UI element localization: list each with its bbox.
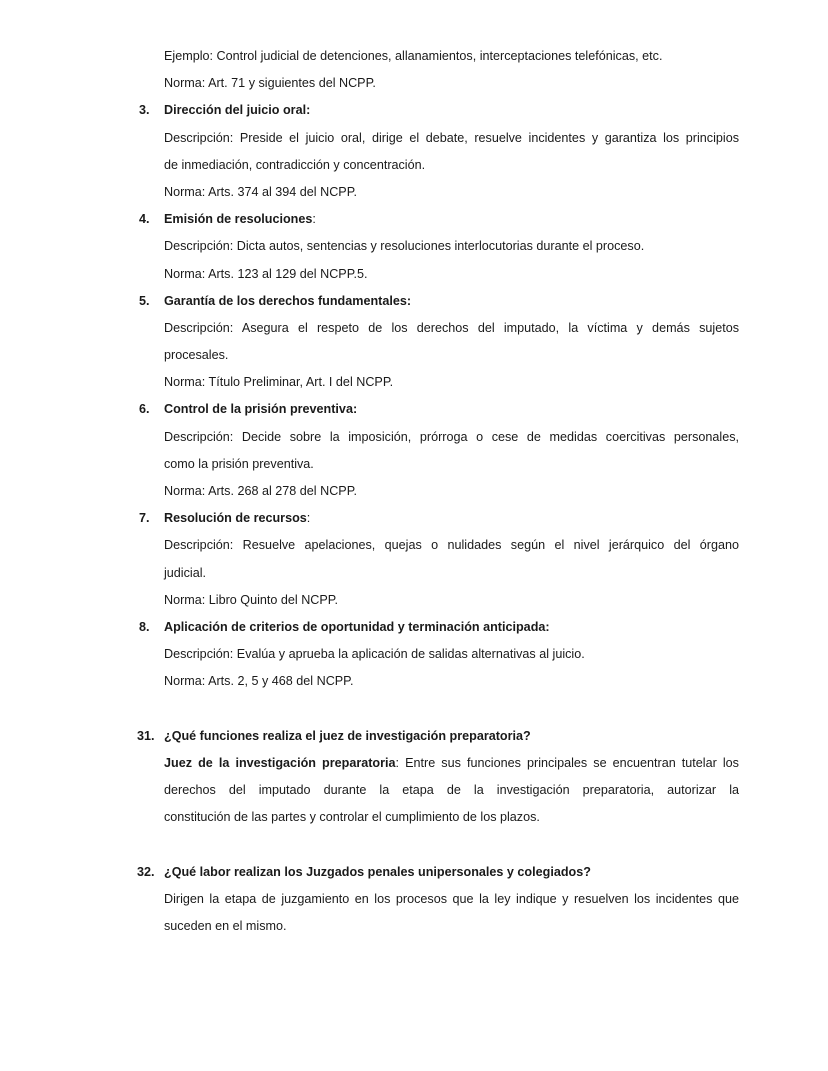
function-title-text: Garantía de los derechos fundamentales: — [164, 293, 412, 308]
function-title-text: Control de la prisión preventiva: — [164, 402, 358, 417]
function-number: 3. — [139, 103, 150, 118]
answer-line: Dirigen la etapa de juzgamiento en los procesos que la ley indique y resuelven los incidentes que — [164, 891, 739, 906]
function-title — [139, 288, 739, 315]
function-title — [139, 97, 739, 124]
description-line: Descripción: Preside el juicio oral, dirige el debate, resuelve incidentes y garantiza los principios — [164, 130, 739, 145]
document-page — [0, 43, 828, 940]
answer-line — [164, 750, 739, 777]
description-line: procesales. — [164, 348, 229, 363]
question-heading — [137, 859, 739, 886]
function-number: 6. — [139, 402, 150, 417]
question-heading — [137, 723, 739, 750]
question-31 — [0, 723, 828, 832]
title-suffix: : — [306, 511, 311, 526]
function-item — [0, 505, 828, 614]
answer-line: suceden en el mismo. — [164, 919, 287, 933]
function-number: 4. — [139, 212, 150, 227]
norma-line: Norma: Arts. 268 al 278 del NCPP. — [164, 484, 357, 498]
example-line: Ejemplo: Control judicial de detenciones, allanamientos, interceptaciones telefónicas, etc. — [164, 49, 663, 63]
description-line: Descripción: Dicta autos, sentencias y resoluciones interlocutorias durante el proceso. — [164, 239, 645, 254]
function-item — [0, 97, 828, 206]
answer-lead: Juez de la investigación preparatoria — [164, 755, 396, 770]
blank-line — [0, 696, 828, 723]
question-number: 31. — [137, 728, 155, 743]
description-line: Descripción: Decide sobre la imposición, prórroga o cese de medidas coercitivas personales, — [164, 429, 739, 444]
function-number: 8. — [139, 619, 150, 634]
question-32 — [0, 859, 828, 941]
answer-line: constitución de las partes y controlar el cumplimiento de los plazos. — [164, 810, 540, 825]
blank-line — [0, 831, 828, 858]
norma-line: Norma: Arts. 374 al 394 del NCPP. — [164, 184, 357, 199]
norma-line: Norma: Título Preliminar, Art. I del NCPP. — [164, 375, 394, 390]
function-item — [0, 206, 828, 288]
description-line: de inmediación, contradicción y concentración. — [164, 157, 426, 172]
description-line: Descripción: Resuelve apelaciones, quejas o nulidades según el nivel jerárquico del órgano — [164, 538, 739, 553]
norma-line: Norma: Libro Quinto del NCPP. — [164, 592, 339, 607]
function-number: 7. — [139, 511, 150, 526]
function-title — [139, 396, 739, 423]
description-line: como la prisión preventiva. — [164, 456, 314, 471]
description-line: judicial. — [164, 565, 206, 580]
description-line: Descripción: Evalúa y aprueba la aplicación de salidas alternativas al juicio. — [164, 647, 585, 662]
title-suffix: : — [312, 212, 316, 227]
function-title-text: Resolución de recursos — [164, 511, 307, 526]
question-text: ¿Qué funciones realiza el juez de investigación preparatoria? — [164, 728, 531, 743]
function-title — [139, 614, 739, 641]
answer-line: derechos del imputado durante la etapa de la investigación preparatoria, autorizar la — [164, 783, 739, 798]
function-item — [0, 396, 828, 505]
functions-list — [0, 97, 828, 695]
function-title-text: Dirección del juicio oral: — [164, 103, 311, 118]
function-title — [139, 505, 739, 532]
function-item — [0, 614, 828, 696]
norma-line: Norma: Arts. 2, 5 y 468 del NCPP. — [164, 674, 354, 689]
question-text: ¿Qué labor realizan los Juzgados penales unipersonales y colegiados? — [164, 864, 591, 879]
question-number: 32. — [137, 864, 155, 879]
function-title — [139, 206, 739, 233]
function-title-text: Emisión de resoluciones — [164, 212, 313, 227]
function-title-text: Aplicación de criterios de oportunidad y terminación anticipada: — [164, 619, 550, 634]
function-item — [0, 288, 828, 397]
answer-text: : Entre sus funciones principales se encuentran tutelar los — [395, 755, 739, 770]
norma-line: Norma: Art. 71 y siguientes del NCPP. — [164, 76, 376, 91]
description-line: Descripción: Asegura el respeto de los derechos del imputado, la víctima y demás sujetos — [164, 320, 739, 335]
norma-line: Norma: Arts. 123 al 129 del NCPP.5. — [164, 266, 368, 281]
function-number: 5. — [139, 293, 150, 308]
